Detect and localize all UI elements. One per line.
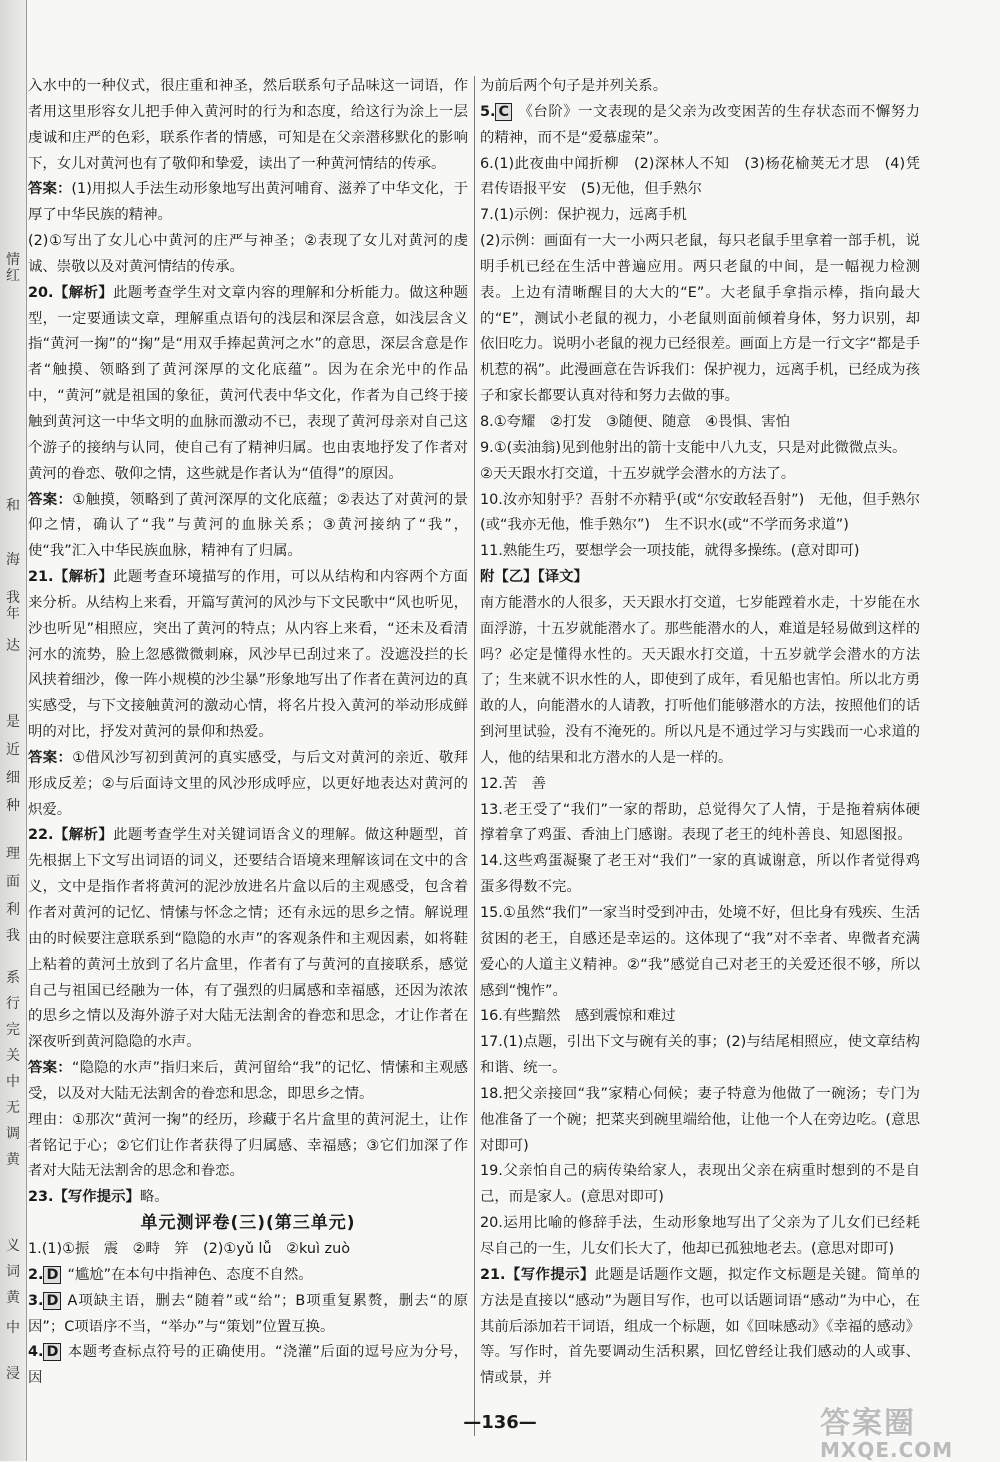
answer-17: 17.(1)点题，引出下文与碗有关的事；(2)与结尾相照应，使文章结构和谐、统一。 xyxy=(480,1034,920,1077)
margin-fragment: 和 xyxy=(6,498,20,514)
answer-4 xyxy=(28,1340,468,1392)
answer-paragraph xyxy=(28,488,468,566)
answer-3 xyxy=(28,1289,468,1341)
margin-fragment: 利 xyxy=(6,902,20,918)
margin-fragment: 我 xyxy=(6,928,20,944)
right-column xyxy=(480,74,920,1392)
choice-letter-box: D xyxy=(43,1266,61,1284)
paragraph: 为前后两个句子是并列关系。 xyxy=(480,78,668,94)
question-22 xyxy=(28,823,468,1056)
analysis-text: 此题考查学生对关键词语含义的理解。做这种题型，首先根据上下文写出词语的词义，还要结合语境来理解该词在文中的含义，文中是指作者将黄河的泥沙放进名片盒以后的主观感受，包含着作者对黄河的记忆、情愫与怀念之情；还有永远的思乡之情。解说理由的时候要注意联系到“隐隐的水声”的客观条件和主观因素，如将鞋上粘着的黄河土放到了名片盒里，作者有了与黄河的直接联系，感觉自己与祖国已经融为一体，有了强烈的归属感和幸福感，还因为浓浓的思乡之情以及海外游子对大陆无法割舍的眷恋和思念，才让作者在深夜听到黄河隐隐的水声。 xyxy=(28,827,468,1051)
answer-label: 答案： xyxy=(28,1060,72,1077)
answer-15: 15.①虽然“我们”一家当时受到冲击，处境不好，但比身有残疾、生活贫困的老王，自感还是幸运的。这体现了“我”对不幸者、卑微者充满爱心的人道主义精神。②“我”感觉自己对老王的关爱还很不够，所以感到“愧怍”。 xyxy=(480,905,920,999)
answer-text: 《台阶》一文表现的是父亲为改变困苦的生存状态而不懈努力的精神，而不是“爱慕虚荣”。 xyxy=(480,103,920,146)
question-21 xyxy=(28,565,468,746)
answer-18: 18.把父亲接回“我”家精心伺候；妻子特意为他做了一碗汤；专门为他准备了一个碗；把菜夹到碗里端给他，让他一个人在旁边吃。(意思对即可) xyxy=(480,1085,920,1154)
answer-9-part2: ②天天跟水打交道，十五岁就学会潜水的方法了。 xyxy=(480,465,796,482)
translation-text: 南方能潜水的人很多，天天跟水打交道，七岁能蹚着水走，十岁能在水面浮游，十五岁就能潜水了。那些能潜水的人，难道是轻易做到这样的吗？必定是懂得水性的。天天跟水打交道，十五岁就学会潜水的方法了；生来就不识水性的人，即使到了成年，看见船也害怕。所以北方勇敢的人，向能潜水的人请教，打听他们能够潜水的方法，按照他们的话到河里试验，没有不淹死的。所以凡是不通过学习与实践而一心求道的人，他的结果和北方潜水的人是一样的。 xyxy=(480,594,920,766)
question-number: 3. xyxy=(28,1292,44,1309)
answer-text: (1)用拟人手法生动形象地写出黄河哺育、滋养了中华文化，于厚了中华民族的精神。 xyxy=(28,181,468,224)
paragraph: 入水中的一种仪式，很庄重和神圣，然后联系句子品味这一词语，作者用这里形容女儿把手伸入黄河时的行为和态度，给这行为涂上一层虔诚和庄严的色彩，联系作者的情感，可知是在父亲潜移默化的影响下，女儿对黄河也有了敬仰和挚爱，读出了一种黄河情结的传承。 xyxy=(28,78,468,172)
margin-fragment: 年 xyxy=(6,606,20,622)
margin-fragment: 关 xyxy=(6,1048,20,1064)
answer-10: 10.汝亦知射乎？吾射不亦精乎(或“尔安敢轻吾射”) 无他，但手熟尔(或“我亦无他，惟手熟尔”) 生不识水(或“不学而务求道”) xyxy=(480,491,920,534)
margin-fragment: 理 xyxy=(6,846,20,862)
watermark-text: 答案圈 xyxy=(820,1406,916,1441)
margin-fragment: 中 xyxy=(6,1074,20,1090)
reason-paragraph: 理由：①那次“黄河一掬”的经历，珍藏于名片盒里的黄河泥土，让作者铭记于心；②它们让作者获得了归属感、幸福感；③它们加深了作者对大陆无法割舍的思念和眷恋。 xyxy=(28,1111,468,1180)
left-column xyxy=(28,74,468,1392)
answer-7: 7.(1)示例：保护视力，远离手机 xyxy=(480,207,687,224)
margin-fragment: 我 xyxy=(6,590,20,606)
section-heading: 单元测评卷(三)(第三单元) xyxy=(140,1213,356,1234)
answer-16: 16.有些黯然 感到震惊和难过 xyxy=(480,1008,676,1025)
margin-fragment: 完 xyxy=(6,1022,20,1038)
answer-7-example: (2)示例：画面有一大一小两只老鼠，每只老鼠手里拿着一部手机，说明手机已经在生活中普遍应用。两只老鼠的中间，是一幅视力检测表。上边有清晰醒目的大大的“E”。大老鼠手拿指示棒，指向最大的“E”，测试小老鼠的视力，小老鼠则面前倾着身体，努力识别，却依旧吃力。说明小老鼠的视力已经很差。画面上方是一行文字“都是手机惹的祸”。此漫画意在告诉我们：保护视力，远离手机，已经成为孩子和家长都要认真对待和努力去做的事。 xyxy=(480,233,920,405)
answer-paragraph xyxy=(28,1056,468,1108)
question-number: 23. xyxy=(28,1189,54,1206)
answer-6: 6.(1)此夜曲中闻折柳 (2)深林人不知 (3)杨花榆荚无才思 (4)凭君传语报平安 (5)无他，但手熟尔 xyxy=(480,155,920,198)
margin-fragment: 海 xyxy=(6,552,20,568)
analysis-tag: 【解析】 xyxy=(53,569,114,586)
margin-fragment: 词 xyxy=(6,1264,20,1280)
binding-margin-strip xyxy=(0,0,27,1461)
answer-21 xyxy=(480,1263,920,1392)
margin-fragment: 无 xyxy=(6,1100,20,1116)
question-number: 2. xyxy=(28,1266,44,1283)
answer-9: 9.①(卖油翁)见到他射出的箭十支能中八九支，只是对此微微点头。 xyxy=(480,439,907,456)
margin-fragment: 达 xyxy=(6,638,20,654)
question-23 xyxy=(28,1185,468,1211)
choice-letter-box: C xyxy=(495,103,512,121)
answer-text: 略。 xyxy=(139,1189,169,1206)
answer-13: 13.老王受了“我们”一家的帮助，总觉得欠了人情，于是拖着病体硬撑着拿了鸡蛋、香油上门感谢。表现了老王的纯朴善良、知恩图报。 xyxy=(480,801,920,844)
question-number: 5. xyxy=(480,103,496,120)
answer-paragraph xyxy=(28,177,468,229)
margin-fragment: 黄 xyxy=(6,1152,20,1168)
paragraph: (2)①写出了女儿心中黄河的庄严与神圣；②表现了女儿对黄河的虔诚、崇敬以及对黄河情结的传承。 xyxy=(28,233,468,275)
analysis-text: 此题考查学生对文章内容的理解和分析能力。做这种题型，一定要通读文章，理解重点语句的浅层和深层含意，如浅层含义指“黄河一掬”的“掬”是“用双手捧起黄河之水”的意思，深层含意是作者“触摸、领略到了黄河深厚的文化底蕴”。因为在余光中的作品中，“黄河”就是祖国的象征，黄河代表中华文化，作者为自己终于接触到黄河这一中华文明的血脉而激动不已，表现了黄河母亲对自己这个游子的接纳与认同，使自己有了精神归属。也由衷地抒发了作者对黄河的眷恋、敬仰之情，这些就是作者认为“值得”的原因。 xyxy=(28,284,468,482)
answer-text: “隐隐的水声”指归来后，黄河留给“我”的记忆、情愫和主观感受，以及对大陆无法割舍的眷恋和思念，即思乡之情。 xyxy=(28,1060,468,1102)
writing-tip-tag: 【写作提示】 xyxy=(505,1266,595,1283)
writing-tip-tag: 【写作提示】 xyxy=(53,1189,140,1206)
question-number: 22. xyxy=(28,827,54,844)
answer-20: 20.运用比喻的修辞手法，生动形象地写出了父亲为了儿女们已经耗尽自己的一生，儿女们长大了，他却已孤独地老去。(意思对即可) xyxy=(480,1215,920,1257)
margin-fragment: 义 xyxy=(6,1238,20,1254)
answer-label: 答案： xyxy=(28,749,73,766)
question-number: 21. xyxy=(28,569,54,586)
choice-letter-box: D xyxy=(43,1343,61,1361)
answer-19: 19.父亲怕自己的病传染给家人，表现出父亲在病重时想到的不是自己，而是家人。(意思对即可) xyxy=(480,1163,920,1206)
answer-14: 14.这些鸡蛋凝聚了老王对“我们”一家的真诚谢意，所以作者觉得鸡蛋多得数不完。 xyxy=(480,853,920,896)
margin-fragment: 近 xyxy=(6,742,20,758)
answer-text: 此题是话题作文题，拟定作文标题是关键。简单的方法是直接以“感动”为题目写作，也可以话题词语“感动”为中心，在其前后添加若干词语，组成一个标题，如《回味感动》《幸福的感动》等。写作时，首先要调动生活积累，回忆曾经让我们感动的人或事、情或景，并 xyxy=(480,1266,920,1387)
analysis-tag: 【解析】 xyxy=(53,827,114,844)
answer-1: 1.(1)①振 震 ②畤 笄 (2)①yǔ lǚ ②kuì zuò xyxy=(28,1240,351,1257)
answer-label: 答案： xyxy=(28,491,73,508)
answer-2 xyxy=(28,1263,468,1289)
translation-label: 附【乙】【译文】 xyxy=(480,569,588,586)
answer-paragraph xyxy=(28,746,468,824)
margin-fragment: 红 xyxy=(6,268,20,284)
watermark-logo xyxy=(820,1398,990,1462)
margin-fragment: 面 xyxy=(6,874,20,890)
answer-text: ①借风沙写初到黄河的真实感受，与后文对黄河的亲近、敬拜形成反差；②与后面诗文里的风沙形成呼应，以更好地表达对黄河的炽爱。 xyxy=(28,749,468,818)
answer-text: 本题考查标点符号的正确使用。“浇灌”后面的逗号应为分号，因 xyxy=(28,1344,468,1387)
answer-label: 答案： xyxy=(28,181,72,198)
answer-8: 8.①夸耀 ②打发 ③随便、随意 ④畏惧、害怕 xyxy=(480,413,790,430)
analysis-text: 此题考查环境描写的作用，可以从结构和内容两个方面来分析。从结构上来看，开篇写黄河的风沙与下文民歌中“风也听见，沙也听见”相照应，突出了黄河的特点；从内容上来看，“还未及看清河水的流势，脸上忽感微微刺麻，风沙早已刮过来了。没遮没拦的长风挟着细沙，像一阵小规模的沙尘暴”形象地写出了作者在黄河边的真实感受，与下文接触黄河的激动心情，将名片投入黄河的举动形成鲜明的对比，抒发对黄河的景仰和热爱。 xyxy=(28,569,468,741)
margin-fragment: 调 xyxy=(6,1126,20,1142)
choice-letter-box: D xyxy=(43,1292,61,1310)
answer-12: 12.苦 善 xyxy=(480,775,547,792)
question-number: 20. xyxy=(28,284,54,301)
margin-fragment: 情 xyxy=(6,252,20,268)
analysis-tag: 【解析】 xyxy=(53,284,114,301)
margin-fragment: 中 xyxy=(6,1320,20,1336)
answer-text: ①触摸，领略到了黄河深厚的文化底蕴；②表达了对黄河的景仰之情，确认了“我”与黄河的血脉关系；③黄河接纳了“我”，使“我”汇入中华民族血脉，精神有了归属。 xyxy=(28,491,468,560)
question-20 xyxy=(28,281,468,488)
answer-text: “尴尬”在本句中指神色、态度不自然。 xyxy=(67,1266,313,1283)
column-divider xyxy=(474,76,475,1436)
watermark-url: MXQE.COM xyxy=(820,1438,954,1462)
margin-fragment: 行 xyxy=(6,996,20,1012)
margin-fragment: 浸 xyxy=(6,1366,20,1382)
answer-5 xyxy=(480,100,920,152)
question-number: 4. xyxy=(28,1344,44,1361)
answer-11: 11.熟能生巧，要想学会一项技能，就得多操练。(意对即可) xyxy=(480,543,860,560)
margin-fragment: 黄 xyxy=(6,1290,20,1306)
margin-fragment: 是 xyxy=(6,714,20,730)
question-number: 21. xyxy=(480,1266,506,1283)
page-number: —136— xyxy=(463,1412,537,1433)
margin-fragment: 种 xyxy=(6,798,20,814)
margin-fragment: 系 xyxy=(6,970,20,986)
answer-text: A项缺主语，删去“随着”或“给”；B项重复累赘，删去“的原因”；C项语序不当，“举办”与“策划”位置互换。 xyxy=(28,1292,468,1335)
margin-fragment: 细 xyxy=(6,770,20,786)
